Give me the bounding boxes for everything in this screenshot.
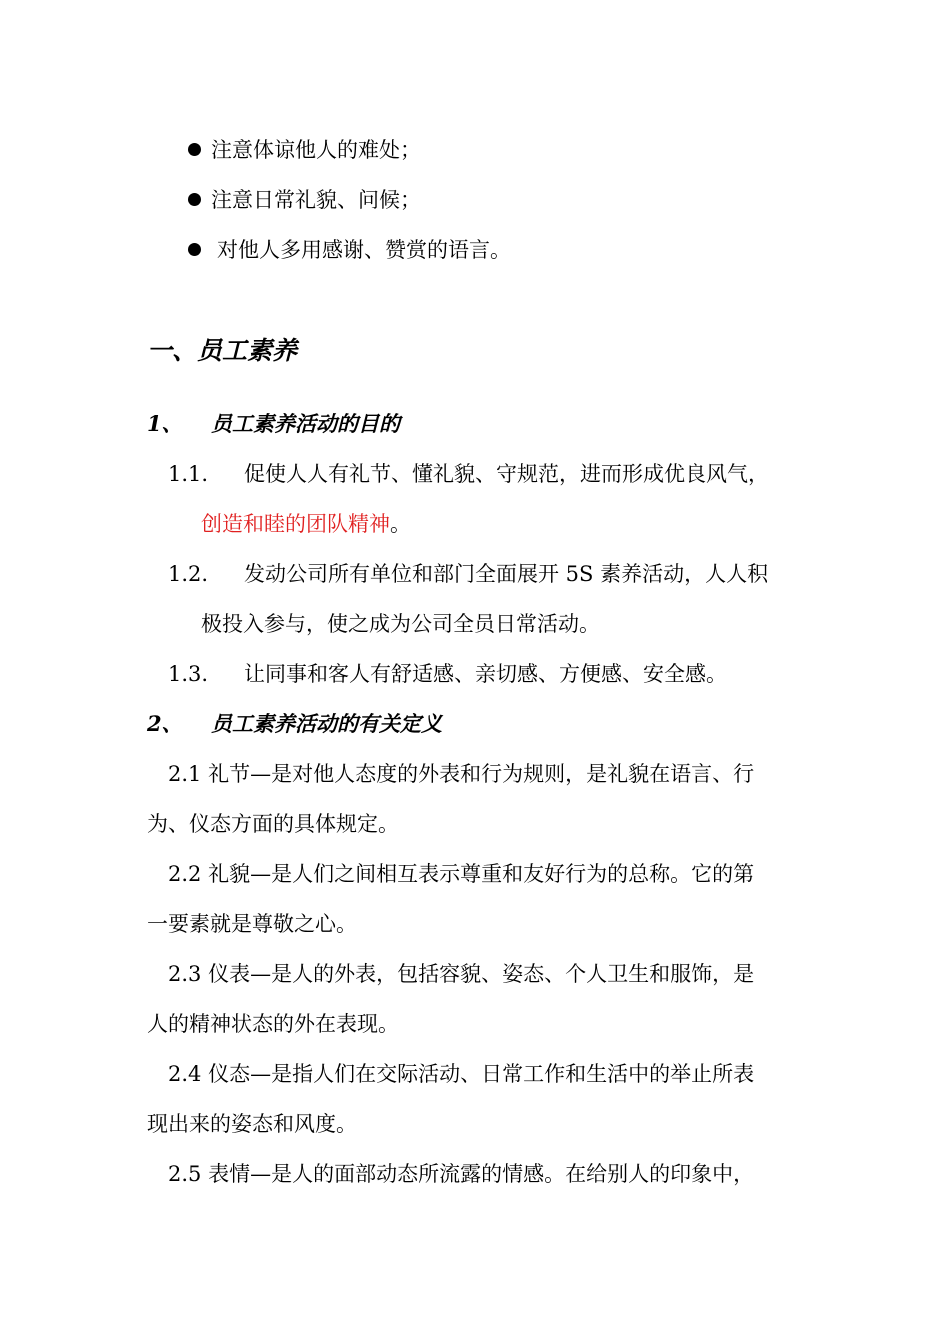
item-number: 1.2.	[168, 562, 209, 586]
bullet-dot-icon	[188, 193, 201, 206]
subsection-heading-1	[147, 409, 400, 439]
definition-line: 2.3 仪表—是人的外表，包括容貌、姿态、个人卫生和服饰，是	[168, 962, 755, 986]
item-number: 1.1.	[168, 462, 209, 486]
numbered-item	[168, 459, 769, 489]
bullet-item	[188, 235, 511, 265]
definition-line: 2.5 表情—是人的面部动态所流露的情感。在给别人的印象中，	[168, 1162, 755, 1186]
item-text-end: 。	[390, 512, 411, 536]
item-number: 1.3.	[168, 662, 209, 686]
item-continuation	[201, 509, 411, 539]
highlighted-text: 创造和睦的团队精神	[201, 512, 390, 536]
subsection-number: 2、	[147, 711, 183, 736]
bullet-text: 注意日常礼貌、问候；	[211, 188, 421, 212]
bullet-dot-icon	[188, 143, 201, 156]
item-text: 让同事和客人有舒适感、亲切感、方便感、安全感。	[244, 662, 727, 686]
item-continuation: 极投入参与，使之成为公司全员日常活动。	[201, 612, 600, 636]
subsection-title: 员工素养活动的有关定义	[211, 711, 442, 736]
subsection-number: 1、	[147, 411, 183, 436]
definition-continuation: 现出来的姿态和风度。	[147, 1112, 357, 1136]
definition-continuation: 为、仪态方面的具体规定。	[147, 812, 399, 836]
subsection-heading-2	[147, 709, 442, 739]
bullet-text: 注意体谅他人的难处；	[211, 138, 421, 162]
subsection-title: 员工素养活动的目的	[211, 411, 400, 436]
bullet-dot-icon	[188, 243, 201, 256]
definition-continuation: 人的精神状态的外在表现。	[147, 1012, 399, 1036]
item-text: 促使人人有礼节、懂礼貌、守规范，进而形成优良风气，	[244, 462, 769, 486]
definition-continuation: 一要素就是尊敬之心。	[147, 912, 357, 936]
section-title: 一、员工素养	[147, 336, 298, 365]
definition-line: 2.1 礼节—是对他人态度的外表和行为规则，是礼貌在语言、行	[168, 762, 755, 786]
bullet-item	[188, 185, 421, 215]
definition-line: 2.2 礼貌—是人们之间相互表示尊重和友好行为的总称。它的第	[168, 862, 755, 886]
bullet-text: 对他人多用感谢、赞赏的语言。	[217, 238, 511, 262]
item-text: 发动公司所有单位和部门全面展开 5S 素养活动，人人积	[244, 562, 769, 586]
definition-line: 2.4 仪态—是指人们在交际活动、日常工作和生活中的举止所表	[168, 1062, 755, 1086]
numbered-item	[168, 559, 768, 589]
numbered-item	[168, 659, 727, 689]
bullet-item	[188, 135, 421, 165]
